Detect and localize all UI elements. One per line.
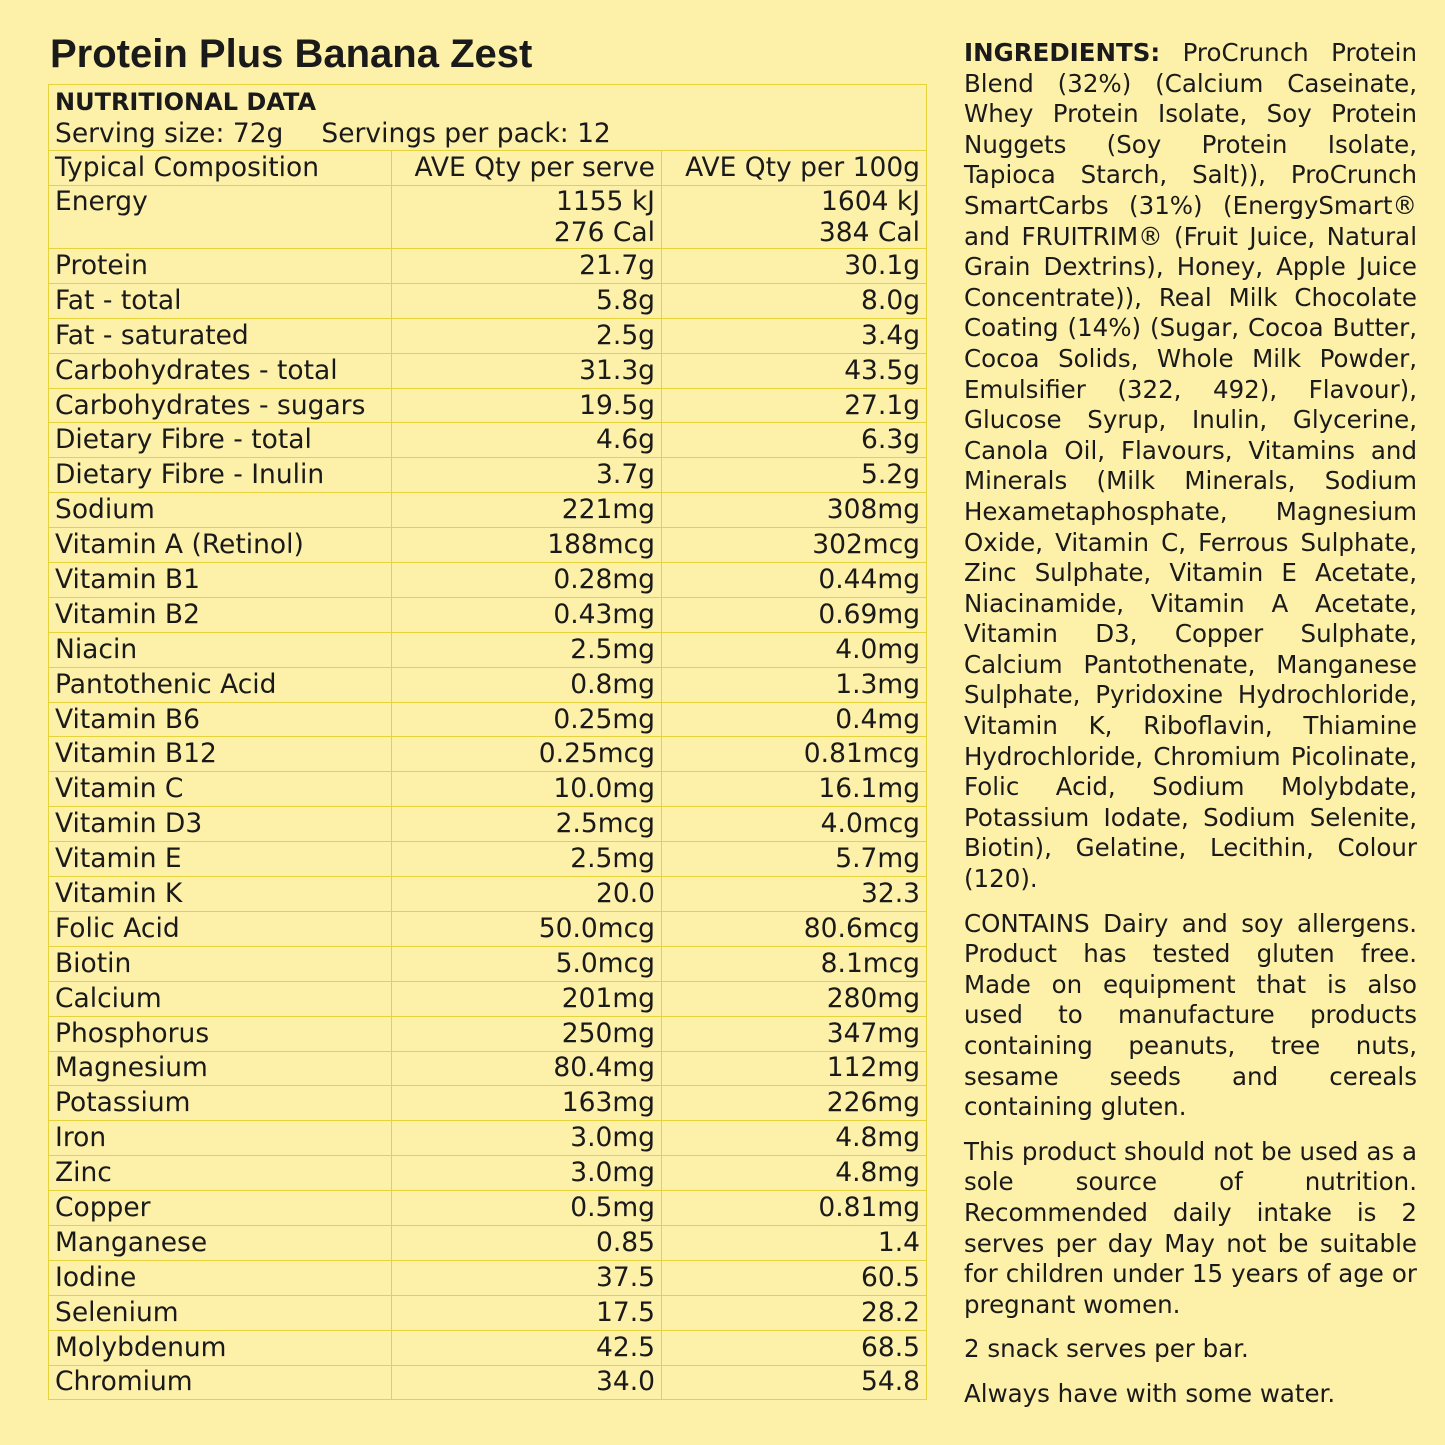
nutrient-name: Potassium	[49, 1086, 392, 1121]
nutrient-per-100g: 302mcg	[662, 528, 927, 563]
nutrient-name: Carbohydrates - total	[49, 353, 392, 388]
nutrition-table	[48, 84, 927, 1400]
ingredients-panel	[964, 38, 1417, 1424]
nutrient-row	[49, 283, 927, 318]
nutrient-per-serve: 201mg	[392, 981, 662, 1016]
nutrient-row	[49, 528, 927, 563]
nutrient-per-100g: 0.69mg	[662, 597, 927, 632]
nutrient-row	[49, 981, 927, 1016]
servings-per-pack: Servings per pack: 12	[321, 118, 611, 149]
nutrient-per-100g: 60.5	[662, 1260, 927, 1295]
nutrient-per-100g: 112mg	[662, 1051, 927, 1086]
ingredients-text: ProCrunch Protein Blend (32%) (Calcium Caseinate, Whey Protein Isolate, Soy Protein Nuggets (Soy Protein Isolate, Tapioca Starch, Salt)), ProCrunch SmartCarbs (31%) (EnergySmart® and FRUITRIM® (Fruit Juice, Natural Grain Dextrins), Honey, Apple Juice Concentrate)), Real Milk Chocolate Coating (14%) (Sugar, Cocoa Butter, Cocoa Solids, Whole Milk Powder, Emulsifier (322, 492), Flavour), Glucose Syrup, Inulin, Glycerine, Canola Oil, Flavours, Vitamins and Minerals (Milk Minerals, Sodium Hexametaphosphate, Magnesium Oxide, Vitamin C, Ferrous Sulphate, Zinc Sulphate, Vitamin E Acetate, Niacinamide, Vitamin A Acetate, Vitamin D3, Copper Sulphate, Calcium Pantothenate, Manganese Sulphate, Pyridoxine Hydrochloride, Vitamin K, Riboflavin, Thiamine Hydrochloride, Chromium Picolinate, Folic Acid, Sodium Molybdate, Potassium Iodate, Sodium Selenite, Biotin), Gelatine, Lecithin, Colour (120).	[964, 38, 1417, 894]
col-header-per-100g: AVE Qty per 100g	[662, 151, 927, 186]
ingredients-paragraph	[964, 38, 1417, 895]
usage-warning: This product should not be used as a sole source of nutrition. Recommended daily intake is 2 serves per day May not be suitable for children under 15 years of age or pregnant women.	[964, 1136, 1417, 1319]
nutrient-name: Vitamin B6	[49, 702, 392, 737]
nutrient-row	[49, 353, 927, 388]
energy-serve-kj: 1155 kJ	[555, 186, 655, 218]
nutrient-row	[49, 1156, 927, 1191]
nutrient-name: Pantothenic Acid	[49, 667, 392, 702]
nutrient-per-100g: 0.81mcg	[662, 737, 927, 772]
nutrient-per-100g: 4.0mcg	[662, 807, 927, 842]
col-header-per-serve: AVE Qty per serve	[392, 151, 662, 186]
nutrient-per-serve: 0.5mg	[392, 1191, 662, 1226]
nutrient-per-serve: 0.43mg	[392, 597, 662, 632]
nutrient-name: Fat - total	[49, 283, 392, 318]
nutrient-per-serve: 4.6g	[392, 423, 662, 458]
nutrient-per-100g: 8.1mcg	[662, 946, 927, 981]
nutrient-per-serve: 0.8mg	[392, 667, 662, 702]
nutrient-per-100g: 308mg	[662, 493, 927, 528]
nutrient-per-100g: 1.3mg	[662, 667, 927, 702]
nutrient-row	[49, 249, 927, 284]
nutrient-per-serve: 3.0mg	[392, 1121, 662, 1156]
nutrient-row	[49, 1260, 927, 1295]
nutrient-per-100g: 8.0g	[662, 283, 927, 318]
nutrient-row	[49, 911, 927, 946]
nutrition-header-row	[49, 85, 927, 151]
energy-label: Energy	[49, 186, 392, 249]
nutrient-per-100g: 68.5	[662, 1330, 927, 1365]
nutrient-row	[49, 772, 927, 807]
nutrient-per-serve: 2.5mg	[392, 632, 662, 667]
energy-row	[49, 186, 927, 249]
nutrient-per-100g: 0.81mg	[662, 1191, 927, 1226]
nutrient-per-serve: 3.7g	[392, 458, 662, 493]
nutrient-per-100g: 226mg	[662, 1086, 927, 1121]
nutrient-per-serve: 31.3g	[392, 353, 662, 388]
nutrient-per-100g: 0.44mg	[662, 563, 927, 598]
nutrient-name: Biotin	[49, 946, 392, 981]
nutrient-per-serve: 17.5	[392, 1295, 662, 1330]
nutrient-per-serve: 250mg	[392, 1016, 662, 1051]
nutrient-per-serve: 20.0	[392, 877, 662, 912]
nutrition-heading: NUTRITIONAL DATA	[55, 88, 317, 116]
nutrient-name: Vitamin A (Retinol)	[49, 528, 392, 563]
nutrient-per-100g: 27.1g	[662, 388, 927, 423]
nutrient-per-serve: 2.5mg	[392, 842, 662, 877]
nutrient-per-100g: 16.1mg	[662, 772, 927, 807]
nutrient-name: Sodium	[49, 493, 392, 528]
nutrient-row	[49, 423, 927, 458]
nutrient-name: Calcium	[49, 981, 392, 1016]
serving-size: Serving size: 72g	[55, 118, 284, 149]
nutrient-row	[49, 1191, 927, 1226]
nutrient-row	[49, 667, 927, 702]
nutrient-row	[49, 1086, 927, 1121]
nutrient-row	[49, 1330, 927, 1365]
nutrient-per-100g: 30.1g	[662, 249, 927, 284]
nutrient-per-100g: 5.7mg	[662, 842, 927, 877]
product-title: Protein Plus Banana Zest	[50, 32, 533, 76]
nutrient-per-100g: 32.3	[662, 877, 927, 912]
nutrient-per-100g: 3.4g	[662, 318, 927, 353]
nutrient-name: Vitamin C	[49, 772, 392, 807]
nutrient-name: Dietary Fibre - total	[49, 423, 392, 458]
nutrient-name: Carbohydrates - sugars	[49, 388, 392, 423]
nutrient-per-serve: 19.5g	[392, 388, 662, 423]
nutrient-name: Vitamin B12	[49, 737, 392, 772]
nutrient-row	[49, 1121, 927, 1156]
nutrient-name: Iron	[49, 1121, 392, 1156]
nutrient-per-serve: 5.8g	[392, 283, 662, 318]
nutrient-per-100g: 28.2	[662, 1295, 927, 1330]
allergen-statement: CONTAINS Dairy and soy allergens. Product has tested gluten free. Made on equipment that is also used to manufacture products containing peanuts, tree nuts, sesame seeds and cereals containing gluten.	[964, 908, 1417, 1122]
nutrient-row	[49, 1365, 927, 1400]
nutrient-per-100g: 4.0mg	[662, 632, 927, 667]
nutrient-row	[49, 597, 927, 632]
nutrient-per-serve: 0.85	[392, 1225, 662, 1260]
nutrient-per-100g: 80.6mcg	[662, 911, 927, 946]
nutrient-row	[49, 842, 927, 877]
nutrient-row	[49, 1225, 927, 1260]
nutrient-name: Vitamin B2	[49, 597, 392, 632]
nutrient-name: Folic Acid	[49, 911, 392, 946]
nutrient-per-serve: 221mg	[392, 493, 662, 528]
nutrient-name: Copper	[49, 1191, 392, 1226]
nutrient-row	[49, 632, 927, 667]
nutrient-per-serve: 37.5	[392, 1260, 662, 1295]
nutrition-panel	[48, 84, 926, 1400]
nutrient-per-serve: 5.0mcg	[392, 946, 662, 981]
energy-serve-cal: 276 Cal	[553, 217, 655, 249]
nutrient-name: Selenium	[49, 1295, 392, 1330]
nutrient-per-100g: 4.8mg	[662, 1121, 927, 1156]
nutrition-header	[49, 85, 927, 151]
nutrient-name: Dietary Fibre - Inulin	[49, 458, 392, 493]
nutrient-name: Molybdenum	[49, 1330, 392, 1365]
nutrient-per-serve: 3.0mg	[392, 1156, 662, 1191]
nutrient-name: Iodine	[49, 1260, 392, 1295]
nutrient-name: Protein	[49, 249, 392, 284]
nutrient-name: Manganese	[49, 1225, 392, 1260]
nutrient-row	[49, 318, 927, 353]
nutrient-name: Vitamin E	[49, 842, 392, 877]
nutrient-per-100g: 0.4mg	[662, 702, 927, 737]
nutrient-per-serve: 188mcg	[392, 528, 662, 563]
nutrient-per-100g: 347mg	[662, 1016, 927, 1051]
nutrient-per-serve: 0.25mcg	[392, 737, 662, 772]
nutrient-row	[49, 702, 927, 737]
energy-per-serve	[392, 186, 662, 249]
nutrient-name: Niacin	[49, 632, 392, 667]
column-header-row	[49, 151, 927, 186]
nutrient-row	[49, 946, 927, 981]
ingredients-label: INGREDIENTS:	[964, 38, 1161, 67]
nutrient-row	[49, 877, 927, 912]
nutrient-row	[49, 563, 927, 598]
energy-100g-cal: 384 Cal	[818, 217, 921, 249]
nutrient-per-100g: 6.3g	[662, 423, 927, 458]
snack-serves-note: 2 snack serves per bar.	[964, 1334, 1249, 1364]
nutrient-row	[49, 807, 927, 842]
nutrient-per-100g: 280mg	[662, 981, 927, 1016]
nutrient-per-serve: 21.7g	[392, 249, 662, 284]
nutrient-per-serve: 2.5mcg	[392, 807, 662, 842]
nutrient-name: Zinc	[49, 1156, 392, 1191]
nutrient-per-serve: 0.28mg	[392, 563, 662, 598]
energy-100g-kj: 1604 kJ	[820, 186, 921, 218]
nutrient-name: Phosphorus	[49, 1016, 392, 1051]
nutrient-row	[49, 1016, 927, 1051]
nutrient-per-serve: 10.0mg	[392, 772, 662, 807]
nutrient-per-serve: 34.0	[392, 1365, 662, 1400]
nutrient-row	[49, 1295, 927, 1330]
nutrient-per-serve: 50.0mcg	[392, 911, 662, 946]
water-note: Always have with some water.	[964, 1378, 1336, 1408]
nutrient-name: Vitamin B1	[49, 563, 392, 598]
nutrient-per-100g: 1.4	[662, 1225, 927, 1260]
energy-per-100g	[662, 186, 927, 249]
nutrient-per-100g: 4.8mg	[662, 1156, 927, 1191]
nutrient-name: Fat - saturated	[49, 318, 392, 353]
nutrient-per-100g: 5.2g	[662, 458, 927, 493]
nutrient-per-serve: 0.25mg	[392, 702, 662, 737]
nutrient-name: Chromium	[49, 1365, 392, 1400]
nutrient-per-100g: 54.8	[662, 1365, 927, 1400]
nutrient-name: Vitamin D3	[49, 807, 392, 842]
nutrient-name: Vitamin K	[49, 877, 392, 912]
nutrient-row	[49, 737, 927, 772]
nutrient-per-serve: 80.4mg	[392, 1051, 662, 1086]
nutrient-per-serve: 2.5g	[392, 318, 662, 353]
nutrient-per-serve: 42.5	[392, 1330, 662, 1365]
nutrient-row	[49, 388, 927, 423]
nutrient-row	[49, 458, 927, 493]
nutrient-name: Magnesium	[49, 1051, 392, 1086]
col-header-composition: Typical Composition	[49, 151, 392, 186]
nutrient-per-100g: 43.5g	[662, 353, 927, 388]
serving-info	[55, 117, 920, 150]
nutrient-row	[49, 1051, 927, 1086]
nutrient-per-serve: 163mg	[392, 1086, 662, 1121]
nutrient-row	[49, 493, 927, 528]
